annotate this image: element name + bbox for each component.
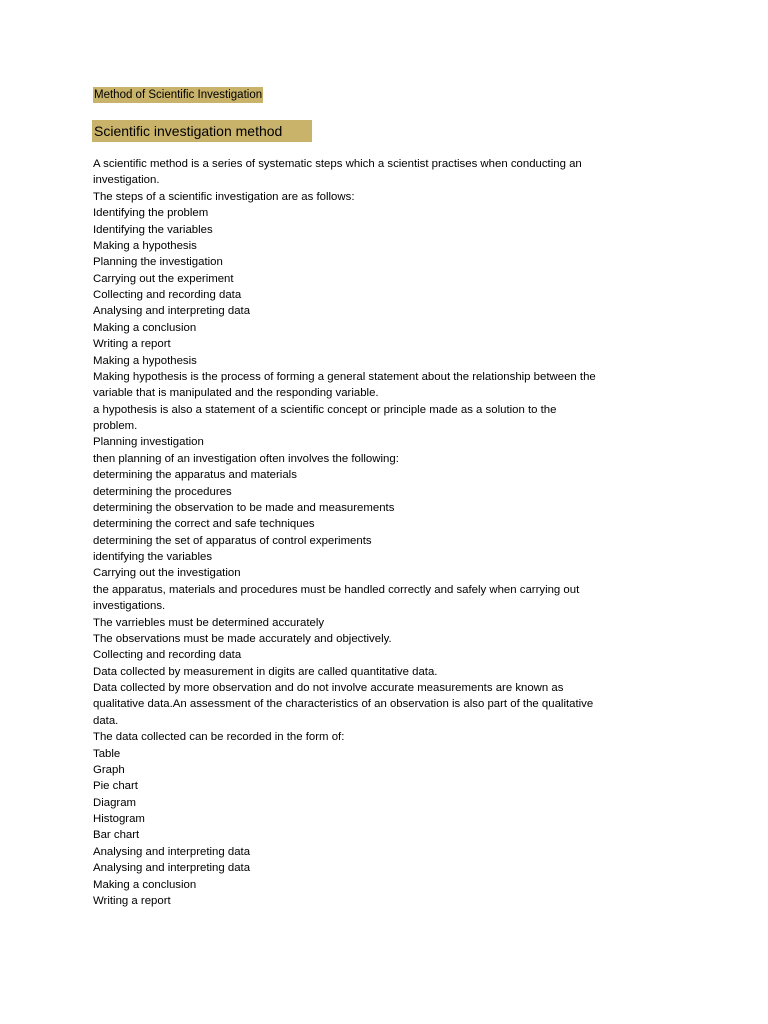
text-line: Making a conclusion [93, 878, 197, 891]
text-line: Making hypothesis is the process of forming a general statement about the relationship between the [93, 370, 596, 383]
text-line: Data collected by more observation and do not involve accurate measurements are known as [93, 682, 564, 694]
text-line: a hypothesis is also a statement of a scientific concept or principle made as a solution to the [93, 403, 557, 416]
text-line: then planning of an investigation often involves the following: [93, 452, 399, 465]
text-line: investigations. [93, 600, 166, 613]
body-text [93, 156, 683, 909]
text-line: Analysing and interpreting data [93, 862, 251, 875]
text-line: Carrying out the investigation [93, 567, 241, 580]
text-line: The data collected can be recorded in the form of: [93, 731, 345, 744]
text-line: identifying the variables [93, 551, 213, 563]
text-line: Diagram [93, 796, 137, 809]
text-line: Table [93, 747, 121, 760]
text-line: Making a hypothesis [93, 354, 197, 367]
text-line: The steps of a scientific investigation are as follows: [93, 190, 355, 203]
text-line: Analysing and interpreting data [93, 845, 251, 858]
text-line: Identifying the variables [93, 223, 213, 236]
section-heading: Scientific investigation method [92, 120, 312, 142]
text-line: Histogram [93, 813, 145, 825]
document-title: Method of Scientific Investigation [94, 89, 263, 101]
text-line: Planning investigation [93, 436, 204, 449]
text-line: qualitative data.An assessment of the characteristics of an observation is also part of the qualitative [93, 698, 594, 711]
text-line: data. [93, 714, 119, 727]
text-line: Making a conclusion [93, 321, 197, 334]
text-line: The varriebles must be determined accurately [93, 616, 325, 629]
text-line: Pie chart [93, 780, 138, 793]
text-line: determining the procedures [93, 485, 232, 498]
text-line: Identifying the problem [93, 207, 209, 220]
text-line: Analysing and interpreting data [93, 305, 251, 318]
text-line: determining the observation to be made and measurements [93, 501, 395, 514]
text-line: Data collected by measurement in digits are called quantitative data. [93, 665, 438, 678]
text-line: Making a hypothesis [93, 239, 197, 252]
text-line: the apparatus, materials and procedures must be handled correctly and safely when carrying out [93, 583, 580, 596]
text-line: Bar chart [93, 829, 140, 842]
text-line: Writing a report [93, 338, 171, 351]
text-line: Writing a report [93, 894, 171, 907]
text-line: A scientific method is a series of systematic steps which a scientist practises when conducting an [93, 158, 582, 170]
text-line: Graph [93, 763, 125, 776]
text-line: problem. [93, 420, 138, 432]
text-line: investigation. [93, 174, 160, 187]
text-line: determining the set of apparatus of control experiments [93, 534, 372, 547]
text-line: determining the apparatus and materials [93, 469, 297, 482]
text-line: Planning the investigation [93, 256, 223, 269]
text-line: Collecting and recording data [93, 289, 242, 301]
text-line: Collecting and recording data [93, 649, 242, 662]
text-line: Carrying out the experiment [93, 272, 234, 285]
text-line: The observations must be made accurately and objectively. [93, 632, 392, 645]
text-line: variable that is manipulated and the responding variable. [93, 387, 379, 400]
text-line: determining the correct and safe techniques [93, 518, 315, 531]
